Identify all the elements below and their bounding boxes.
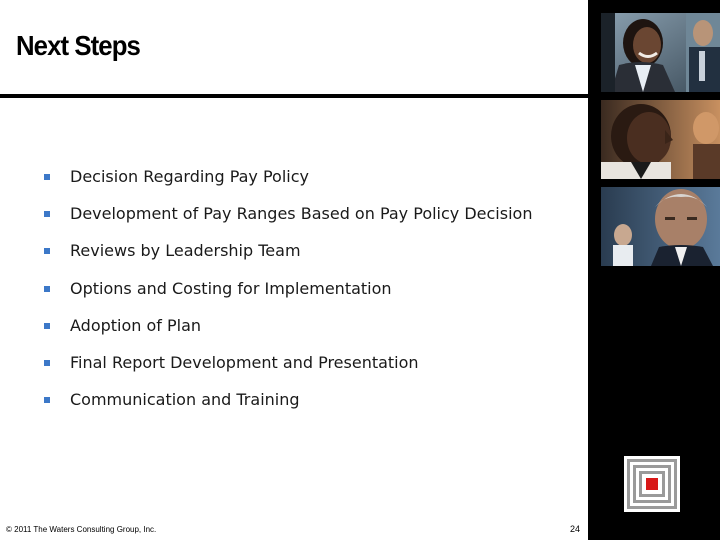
bullet-text: Options and Costing for Implementation <box>70 278 392 298</box>
gray-haired-businessman-photo-icon <box>601 187 720 266</box>
bullet-item <box>44 277 532 314</box>
copyright-footer: © 2011 The Waters Consulting Group, Inc. <box>6 525 157 534</box>
title-divider <box>0 94 588 98</box>
bullet-list <box>44 165 532 425</box>
bullet-text: Final Report Development and Presentation <box>70 352 419 372</box>
businessman-profile-photo-icon <box>601 100 720 179</box>
square-bullet-icon <box>44 360 50 366</box>
concentric-squares-logo-icon <box>624 456 680 512</box>
bullet-text: Decision Regarding Pay Policy <box>70 167 309 186</box>
page-number: 24 <box>570 524 581 534</box>
bullet-item <box>44 388 532 425</box>
slide-title: Next Steps <box>16 30 140 61</box>
smiling-businesswoman-photo-icon <box>601 13 720 92</box>
square-bullet-icon <box>44 174 50 180</box>
bullet-text: Reviews by Leadership Team <box>70 241 301 261</box>
bullet-text: Communication and Training <box>70 390 300 410</box>
bullet-item <box>44 165 532 202</box>
square-bullet-icon <box>44 323 50 329</box>
square-bullet-icon <box>44 286 50 292</box>
bullet-item <box>44 202 532 239</box>
square-bullet-icon <box>44 248 50 254</box>
bullet-text: Adoption of Plan <box>70 315 202 335</box>
square-bullet-icon <box>44 397 50 403</box>
bullet-item <box>44 314 532 351</box>
square-bullet-icon <box>44 211 50 217</box>
bullet-item <box>44 351 532 388</box>
bullet-item <box>44 239 532 276</box>
bullet-text: Development of Pay Ranges Based on Pay Policy Decision <box>70 204 533 224</box>
